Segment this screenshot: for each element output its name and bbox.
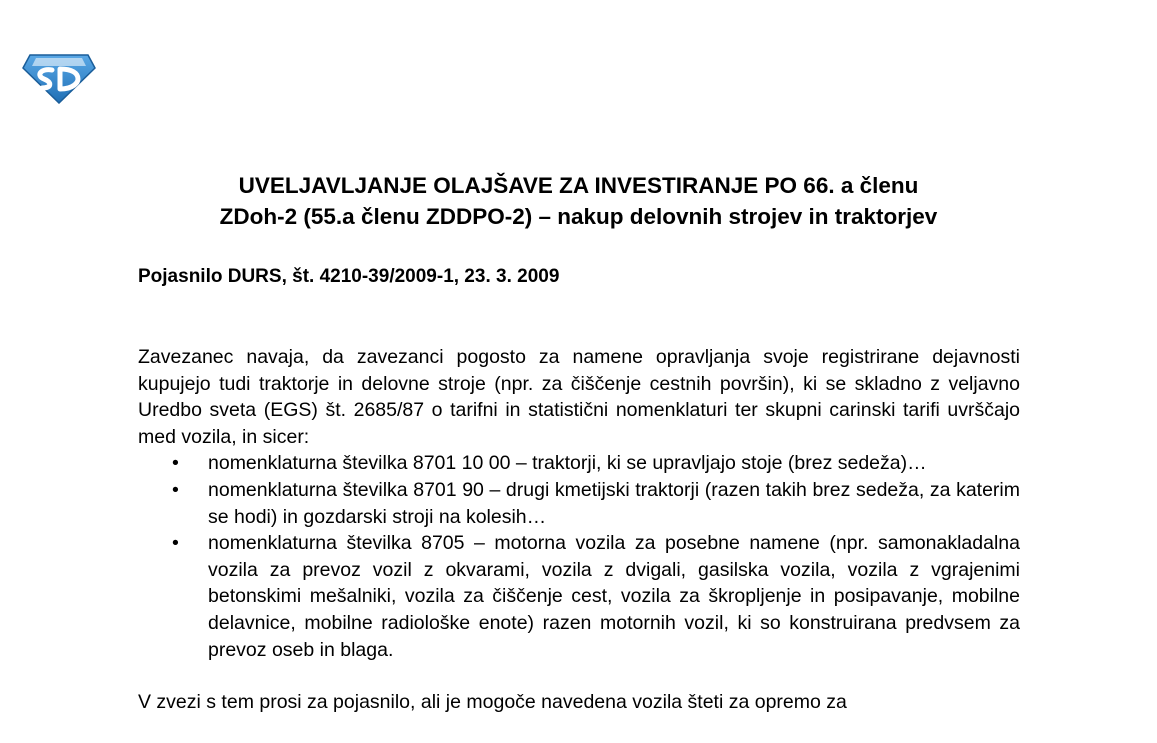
list-item bbox=[138, 530, 1020, 663]
list-item-text: nomenklaturna številka 8701 10 00 – traktorji, ki se upravljajo stoje (brez sedeža)… bbox=[208, 452, 927, 475]
document-title-line-2: ZDoh-2 (55.a členu ZDDPO-2) – nakup delovnih strojev in traktorjev bbox=[219, 204, 938, 229]
document-title bbox=[100, 170, 1057, 232]
nomenclature-list bbox=[138, 450, 1020, 663]
bullet-icon: • bbox=[172, 478, 179, 501]
list-item bbox=[138, 477, 1020, 530]
document-subtitle: Pojasnilo DURS, št. 4210-39/2009-1, 23. 3. 2009 bbox=[138, 266, 560, 287]
document-title-line-1: UVELJAVLJANJE OLAJŠAVE ZA INVESTIRANJE PO 66. a členu bbox=[238, 173, 919, 198]
document-body bbox=[138, 344, 1020, 716]
sd-diamond-logo-icon bbox=[22, 48, 96, 104]
list-item-text: nomenklaturna številka 8705 – motorna vozila za posebne namene (npr. samonakladalna vozila za prevoz vozil z okvarami, vozila z dvigali, gasilska vozila, vozila z vgrajenimi betonskimi mešalniki, vozila za čiščenje cest, vozila za škropljenje in posipavanje, mobilne delavnice, mobilne radiološke enote) razen motornih vozil, ki so konstruirana predvsem za prevoz oseb in blaga. bbox=[208, 532, 1020, 661]
bullet-icon: • bbox=[172, 452, 179, 475]
list-item-text: nomenklaturna številka 8701 90 – drugi kmetijski traktorji (razen takih brez sedeža, za katerim se hodi) in gozdarski stroji na kolesih… bbox=[208, 478, 1020, 528]
body-paragraph-1: Zavezanec navaja, da zavezanci pogosto za namene opravljanja svoje registrirane dejavnosti kupujejo tudi traktorje in delovne stroje (npr. za čiščenje cestnih površin), ki se skladno z veljavno Uredbo sveta (EGS) št. 2685/87 o tarifni in statistični nomenklaturi ter skupni carinski tarifi uvrščajo med vozila, in sicer: bbox=[138, 346, 1020, 448]
body-paragraph-2: V zvezi s tem prosi za pojasnilo, ali je mogoče navedena vozila šteti za opremo za bbox=[138, 691, 847, 714]
bullet-icon: • bbox=[172, 532, 179, 555]
list-item bbox=[138, 450, 1020, 477]
